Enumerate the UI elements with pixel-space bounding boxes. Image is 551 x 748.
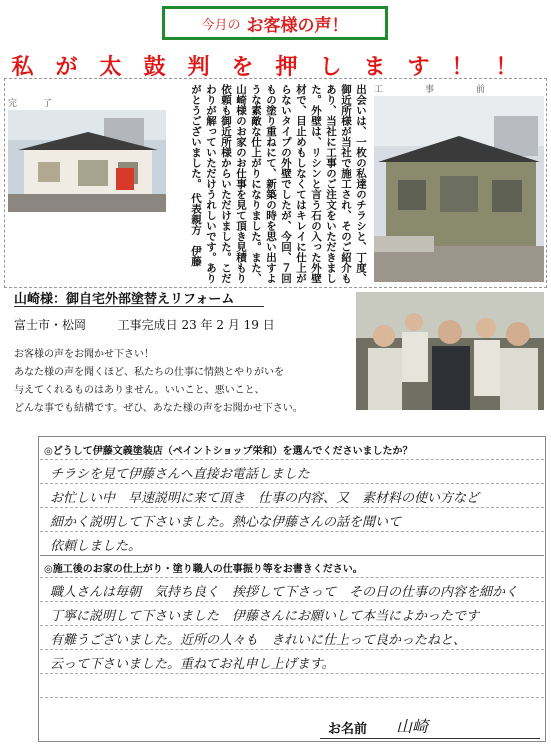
question-1: ◎どうして伊藤文義塗装店（ペイントショップ栄和）を選んでくださいましたか？ <box>44 446 413 457</box>
project-title: 山崎様：御自宅外部塗替えリフォーム <box>14 288 264 307</box>
answer-1-line: 細かく説明して下さいました。熱心な伊藤さんの話を聞いて <box>50 515 402 530</box>
form-line <box>40 672 544 674</box>
intro-line: どんな事でも結構です。ぜひ、あなた様の声をお聞かせ下さい。 <box>14 403 303 414</box>
answer-2-line: 丁寧に説明して下さいました 伊藤さんにお願いして本当によかったです <box>50 609 480 624</box>
form-line <box>40 624 544 626</box>
answer-2-line: 有難うございました。近所の人々も きれいに仕上って良かったねと、 <box>50 633 467 648</box>
before-photo <box>374 96 544 282</box>
form-line <box>40 458 544 460</box>
badge-big-text: お客様の声！ <box>246 15 349 36</box>
project-location: 富士市・松岡 <box>14 318 87 332</box>
intro-line: あなた様の声を聞くほど、私たちの仕事に情熱とやりがいを <box>14 367 284 378</box>
form-line <box>40 600 544 602</box>
answer-1-line: お忙しい中 早速説明に来て頂き 仕事の内容、又 素材料の使い方など <box>50 491 480 506</box>
form-line <box>40 696 544 698</box>
after-photo-label: 完了 <box>8 99 79 109</box>
form-line <box>40 482 544 484</box>
project-info <box>14 316 275 333</box>
name-label: お名前 <box>328 722 368 737</box>
group-photo <box>356 292 544 410</box>
form-divider <box>40 554 544 556</box>
question-2: ◎施工後のお家の仕上がり・塗り職人の仕事振り等をお書きください。 <box>44 564 363 575</box>
project-completion: 工事完成日 23 年 2 月 19 日 <box>117 318 275 332</box>
answer-1-line: 依頼しました。 <box>50 539 142 554</box>
testimonial-signature: 代表親方 伊藤 <box>190 192 202 267</box>
testimonial-text <box>168 84 368 284</box>
name-value: 山崎 <box>396 717 429 736</box>
name-underline <box>320 738 540 739</box>
intro-text <box>14 346 354 418</box>
answer-2-line: 云って下さいました。重ねてお礼申し上げます。 <box>50 657 335 672</box>
badge-small-text: 今月の <box>201 17 241 33</box>
answer-1-line: チラシを見て伊藤さんへ直接お電話しました <box>50 467 310 482</box>
after-photo <box>8 110 166 212</box>
testimonial-body: 出会いは、一枚の私達のチラシと、丁度、御近所様が当社で施工され、そのご紹介もあり、当社に工事のご注文をいただきました。外壁は、リシンと言う石の入った外壁材で、目止めもしなくてはキレイに仕上がらないタイプの外壁でしたが、今回、７回もの塗り重ねにて、新築の時を思い出すような素敵な仕上がりになりました。また、山崎様のお家のお仕事を見て頂き見積もり依頼も御近所様からいただけました。こだわりが解っていただけうれしいです。ありがとうございました。 <box>190 84 367 284</box>
headline: 私が太鼓判を押します！！ <box>11 54 540 80</box>
form-line <box>40 648 544 650</box>
form-line <box>40 576 544 578</box>
header-badge <box>162 6 388 40</box>
answer-2-line: 職人さんは毎朝 気持ち良く 挨拶して下さって その日の仕事の内容を細かく <box>50 585 519 600</box>
form-line <box>40 506 544 508</box>
intro-line: お客様の声をお聞かせ下さい！ <box>14 349 154 360</box>
intro-line: 与えてくれるものはありません。いいこと、悪いこと、 <box>14 385 265 396</box>
form-line <box>40 530 544 532</box>
before-photo-label: 工事前 <box>374 85 528 95</box>
